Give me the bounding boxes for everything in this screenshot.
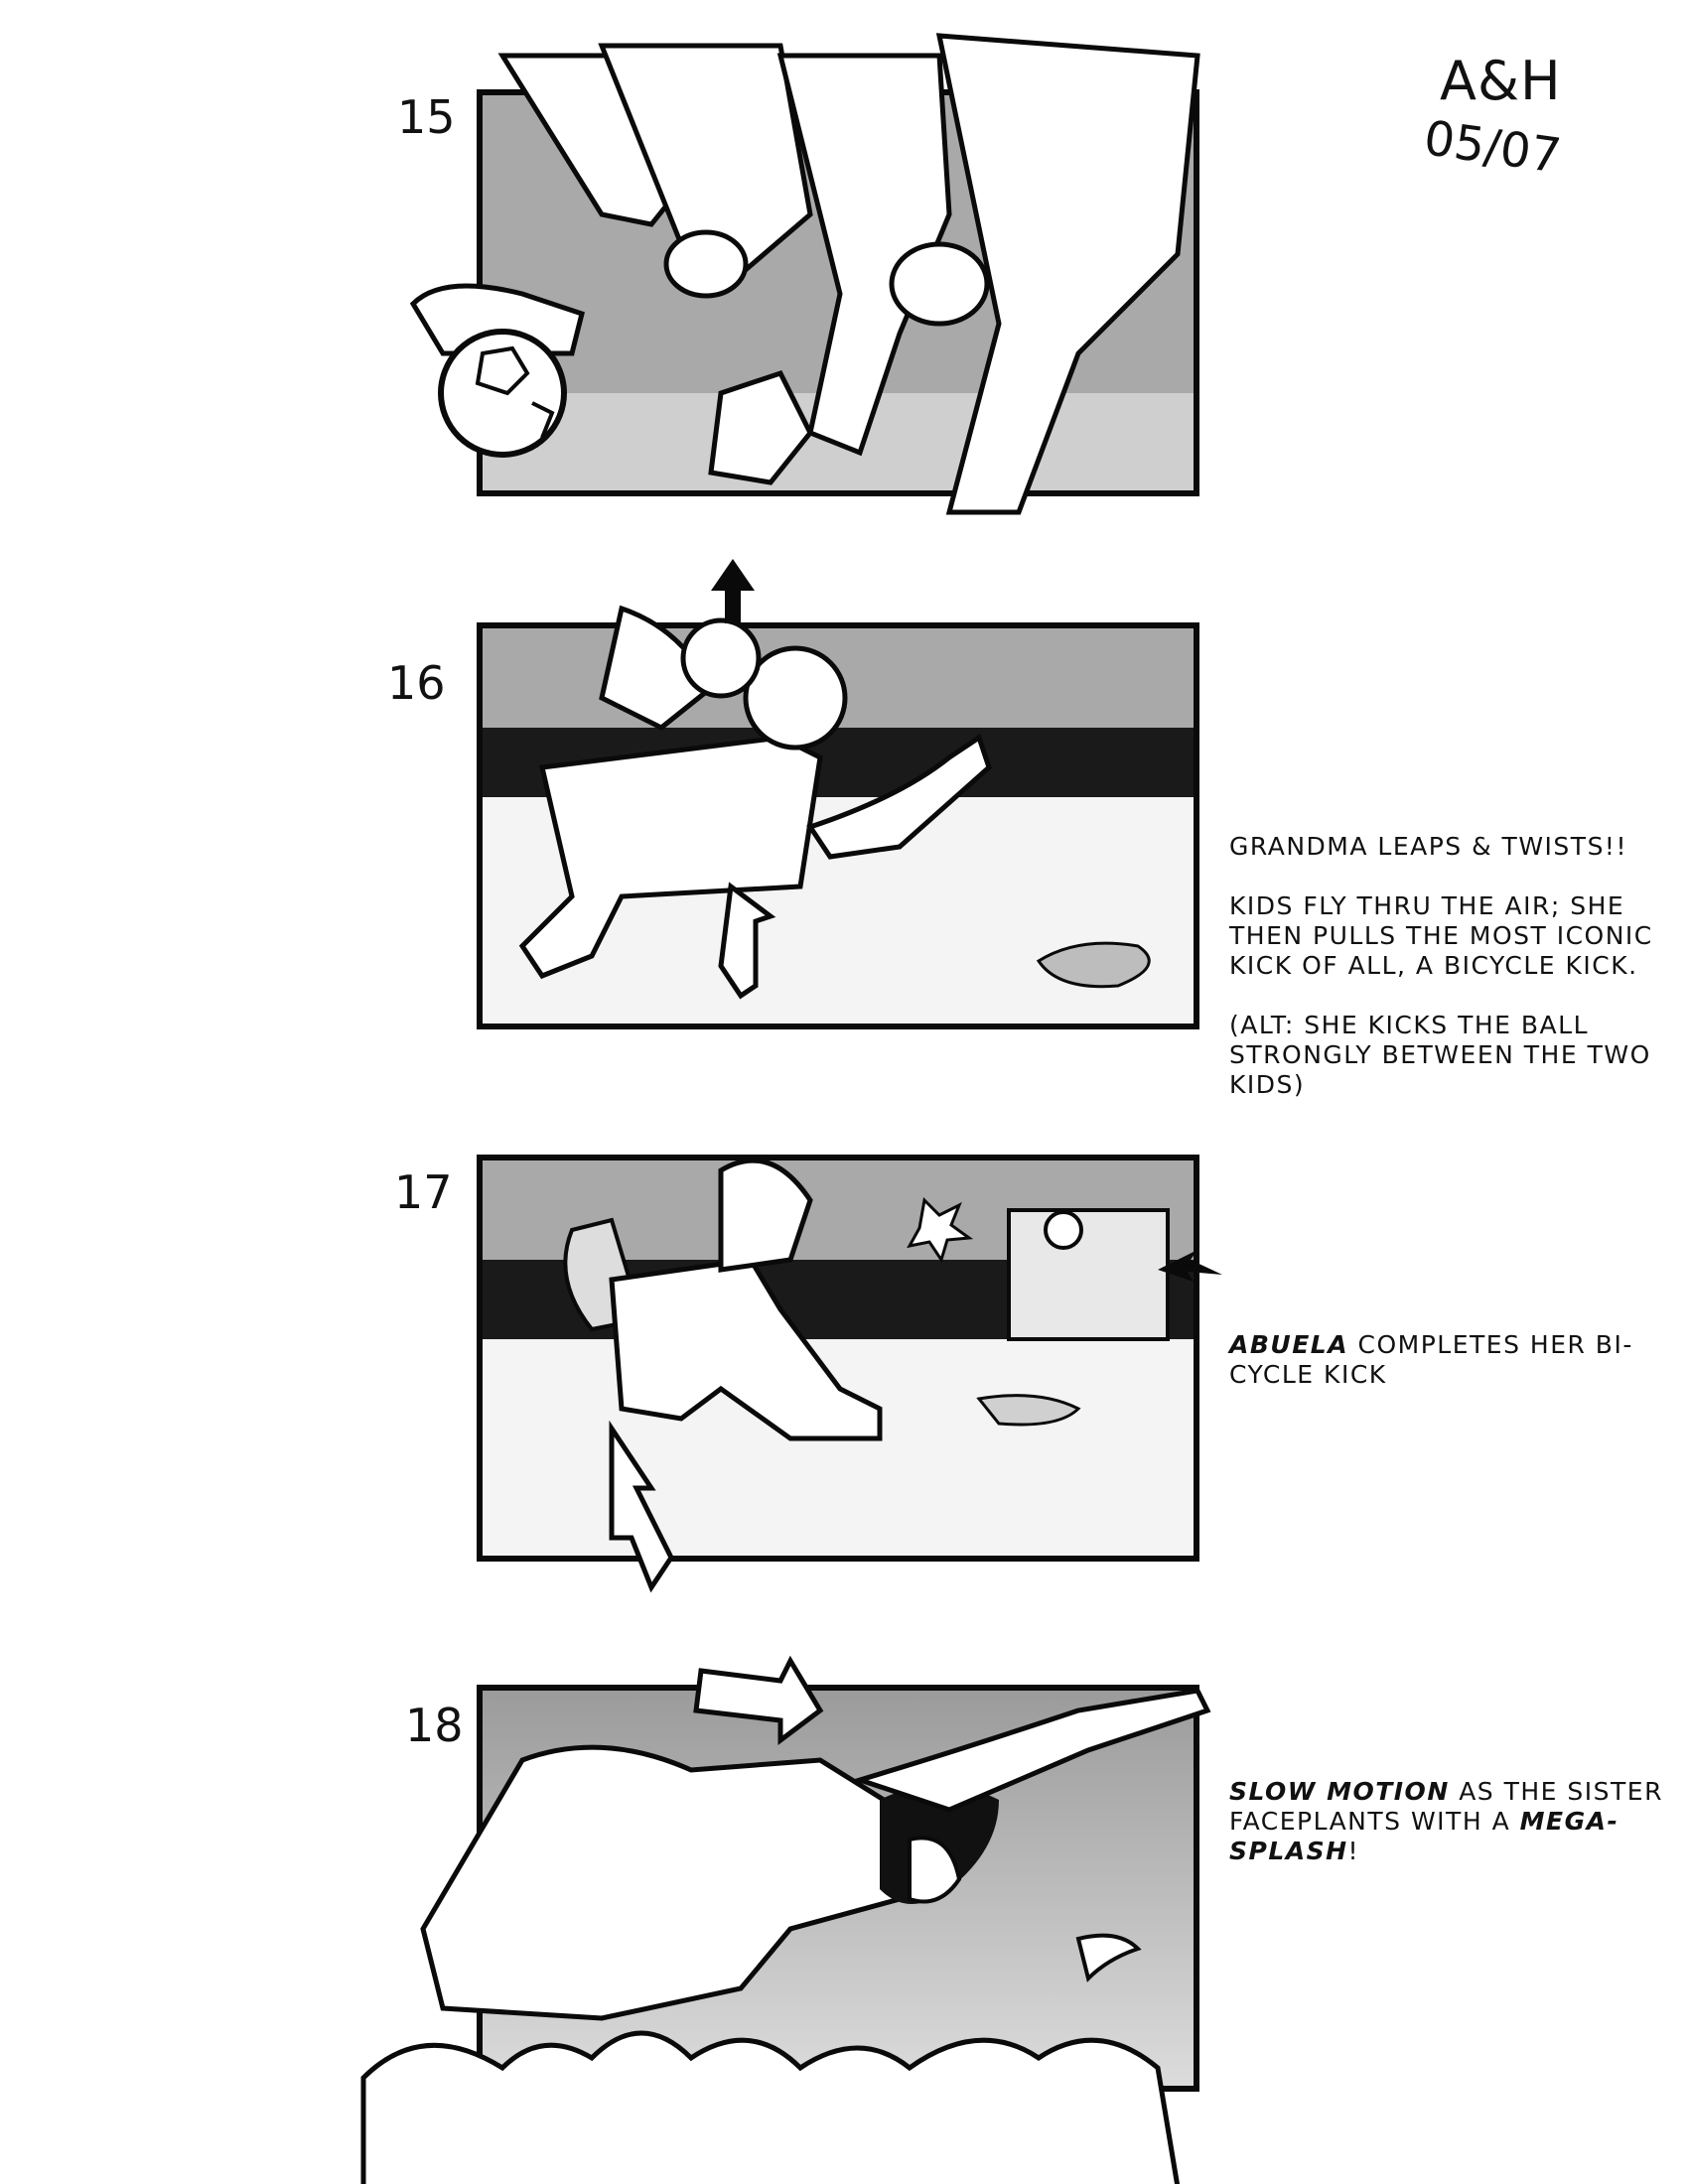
panel-17-notes xyxy=(1229,1330,1666,1420)
panel-18-drawing xyxy=(483,1691,1205,2098)
stamp-date: 05/07 xyxy=(1420,110,1565,185)
panel-16-notes xyxy=(1229,832,1666,1130)
panel-number-18: 18 xyxy=(405,1699,464,1752)
panel-16-note-3: (ALT: SHE KICKS THE BALL STRONGLY BETWEEN THE TWO KIDS) xyxy=(1229,1011,1651,1099)
panel-17-note-text: COMPLETES HER BI-CYCLE KICK xyxy=(1229,1330,1633,1389)
storyboard-panel-17 xyxy=(477,1155,1199,1562)
panel-number-17: 17 xyxy=(394,1165,453,1219)
storyboard-panel-16 xyxy=(477,622,1199,1029)
panel-16-note-2: KIDS FLY THRU THE AIR; SHE THEN PULLS THE MOST ICONIC KICK OF ALL, A BICYCLE KICK. xyxy=(1229,891,1653,980)
panel-18-notes xyxy=(1229,1777,1666,1896)
panel-18-note-text: AS THE SISTER FACEPLANTS WITH A xyxy=(1229,1777,1663,1836)
panel-15-drawing xyxy=(483,95,1205,502)
panel-16-note-1: GRANDMA LEAPS & TWISTS!! xyxy=(1229,832,1627,861)
panel-18-note-emphasis: SLOW MOTION xyxy=(1229,1777,1450,1806)
panel-18-note-emphasis-2: MEGA-SPLASH xyxy=(1229,1807,1619,1865)
artist-initials: A&H xyxy=(1440,50,1562,112)
artist-stamp xyxy=(1420,50,1618,185)
storyboard-panel-18 xyxy=(477,1685,1199,2092)
panel-18-note-tail: ! xyxy=(1347,1837,1360,1865)
storyboard-panel-15 xyxy=(477,89,1199,496)
panel-17-note-emphasis: ABUELA xyxy=(1229,1330,1349,1359)
panel-number-15: 15 xyxy=(397,90,456,144)
panel-16-drawing xyxy=(483,628,1205,1035)
panel-number-16: 16 xyxy=(387,656,446,710)
panel-17-drawing xyxy=(483,1160,1205,1568)
